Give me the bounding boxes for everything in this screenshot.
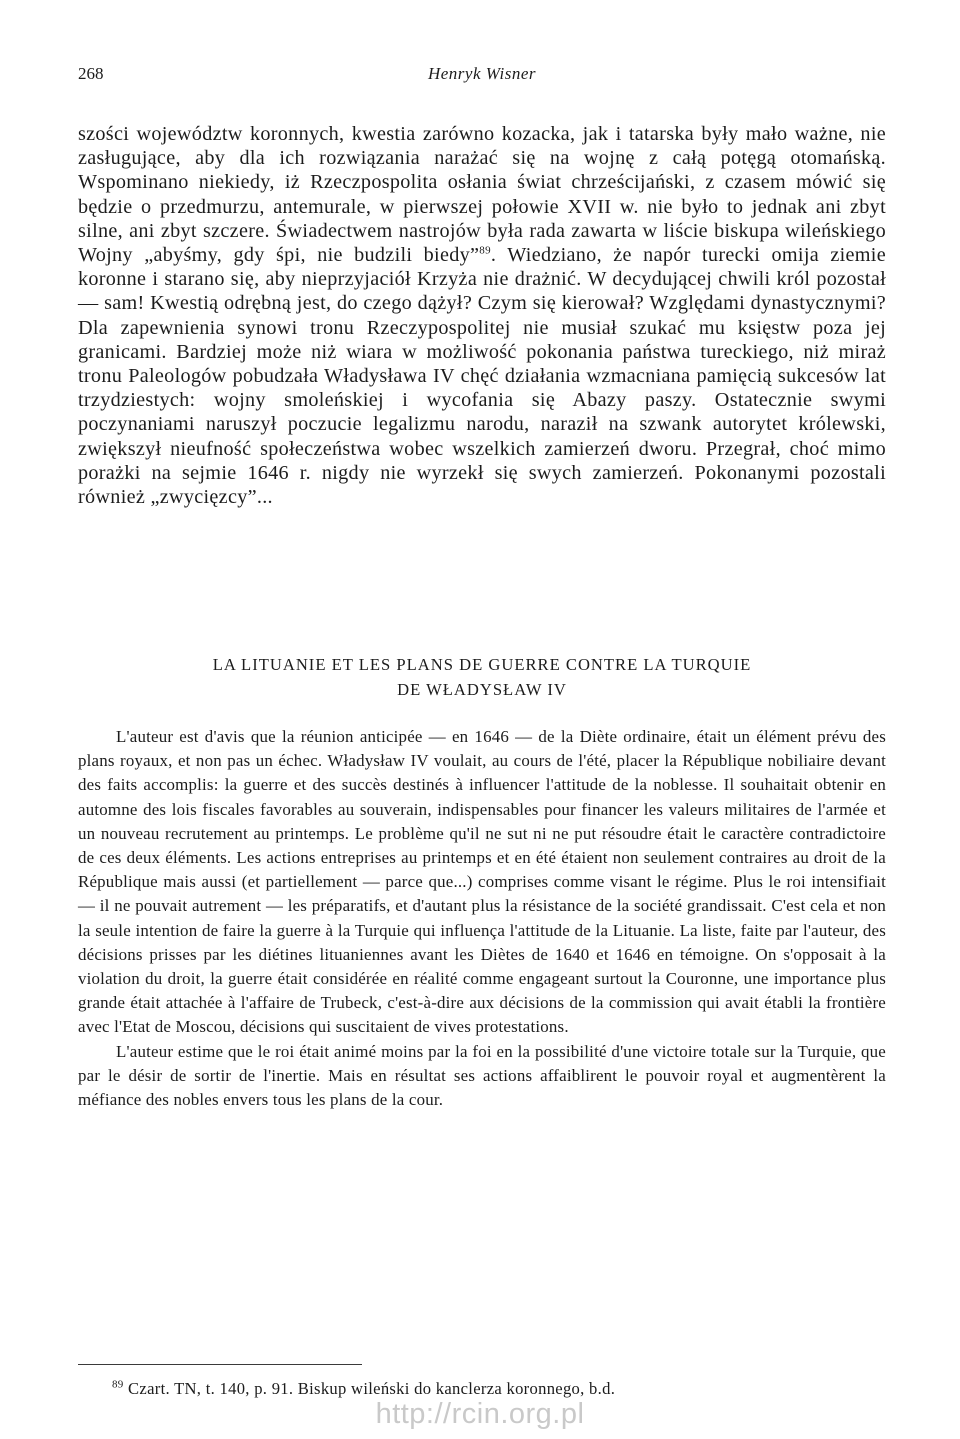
summary-title-line-1: LA LITUANIE ET LES PLANS DE GUERRE CONTRE LA TURQUIE — [212, 655, 752, 674]
watermark-url: http://rcin.org.pl — [375, 1398, 585, 1430]
footnote-text: Czart. TN, t. 140, p. 91. Biskup wileński do kanclerza koronnego, b.d. — [123, 1379, 616, 1398]
footnote-number: 89 — [112, 1378, 124, 1391]
footnote — [112, 1378, 892, 1400]
footnote-reference[interactable]: 89 — [479, 244, 491, 257]
footnote-divider — [78, 1364, 362, 1365]
page-header — [78, 64, 886, 88]
main-paragraph-text: szości województw koronnych, kwestia zarówno kozacka, jak i tatarska były mało ważne, nie zasługujące, aby dla ich rozwiązania narażać się na wojnę z całą potęgą otomańską. Wspominano niekiedy, iż Rzeczpospolita osłania świat chrześcijański, z czasem mówić się będzie o przedmurzu, antemurale, w pierwszej połowie XVII w. nie było to jednak ani zbyt silne, ani zbyt szczere. Świadectwem nastrojów była rada zawarta w liście biskupa wileńskiego Wojny „abyśmy, gdy śpi, nie budzili biedy” — [78, 123, 886, 267]
summary-title — [78, 652, 886, 702]
summary-body — [78, 725, 886, 1112]
page-number: 268 — [78, 64, 104, 83]
summary-paragraph: L'auteur est d'avis que la réunion anticipée — en 1646 — de la Diète ordinaire, était un élément prévu des plans royaux, et non pas un échec. Władysław IV voulait, au cours de l'été, placer la République nobiliaire devant des faits accomplis: la guerre et des succès destinés à influencer l'attitude de la noblesse. Il souhaitait obtenir en automne des lois fiscales favorables au souverain, indispensables pour financer les valeurs militaires de l'armée et un nouveau recrutement au printemps. Le problème qu'il ne sut ni ne put résoudre était le caractère contradictoire de ces deux éléments. Les actions entreprises au printemps et en été étaient non seulement contraires au droit de la République mais aussi (et partiellement — parce que...) comprises comme visant le régime. Plus le roi intensifiait — il ne pouvait autrement — les préparatifs, et d'autant plus la résistance de la société grandissait. C'est cela et non la seule intention de faire la guerre à la Turquie qui influença l'attitude de la Lituanie. La liste, faite par l'auteur, des décisions prisses par les diétines lituaniennes avant les Diètes de 1640 et 1646 en témoigne. On s'opposait à la violation du droit, la guerre était considérée en réalité comme engageant surtout la Couronne, une importance plus grande était attachée à l'affaire de Trubeck, c'est-à-dire aux décisions de la commission qui avait établi la frontière avec l'Etat de Moscou, décisions qui suscitaient de vives protestations. — [78, 727, 886, 1037]
running-head-author: Henryk Wisner — [427, 64, 536, 83]
summary-title-line-2: DE WŁADYSŁAW IV — [397, 680, 567, 699]
summary-paragraph: L'auteur estime que le roi était animé moins par la foi en la possibilité d'une victoire totale sur la Turquie, que par le désir de sortir de l'inertie. Mais en résultat ses actions affaiblirent le pouvoir royal et augmentèrent la méfiance des nobles envers tous les plans de la cour. — [78, 1041, 886, 1110]
main-paragraph — [78, 122, 886, 509]
main-paragraph-text-continued: . Wiedziano, że napór turecki omija ziemie koronne i starano się, aby nieprzyjaciół Krzyża nie drażnić. W decydującej chwili król pozostał — sam! Kwestią odrębną jest, do czego dążył? Czym się kierował? Względami dynastycznymi? Dla zapewnienia synowi tronu Rzeczypospolitej nie musiał szukać mu księstw poza jej granicami. Bardziej może niż wiara w możliwość pokonania państwa tureckiego, niż miraż tronu Paleologów pobudzała Władysława IV chęć działania wzmacniana pamięcią sukcesów lat trzydziestych: wojny smoleńskiej i wycofania się Abazy paszy. Ostatecznie swymi poczynaniami naruszył poczucie legalizmu narodu, naraził na szwank autorytet królewski, zwiększył nieufność społeczeństwa wobec wszelkich zamierzeń dworu. Przegrał, choć mimo porażki na sejmie 1646 r. nigdy nie wyrzekł się swych zamierzeń. Pokonanymi pozostali również „zwycięzcy”... — [78, 244, 886, 509]
